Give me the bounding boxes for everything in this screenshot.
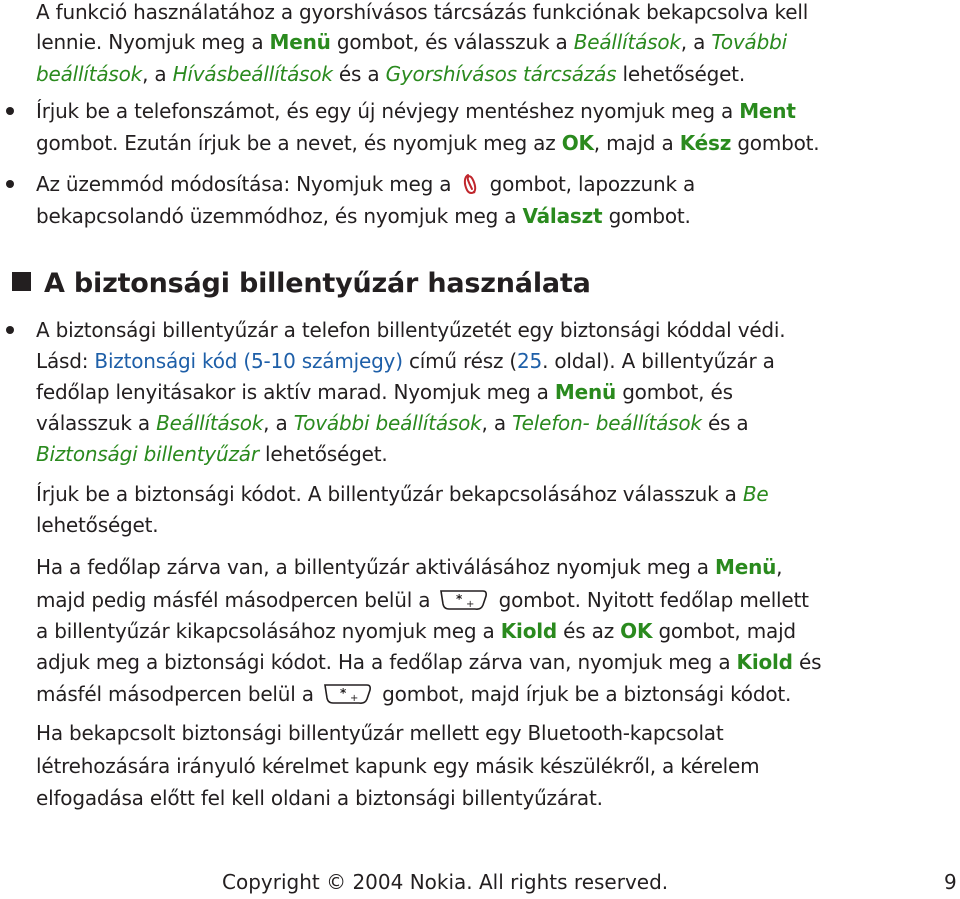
section-text: fedőlap lenyitásakor is aktív marad. Nyomjuk meg a	[36, 380, 555, 404]
section-p3-line-4	[36, 646, 821, 678]
intro-text: lehetőséget.	[616, 62, 745, 86]
security-code-link[interactable]: Biztonsági kód (5-10 számjegy)	[94, 349, 403, 373]
section-b1-line-5	[36, 438, 388, 470]
intro-text: , a	[142, 62, 173, 86]
profile-key-icon	[460, 172, 482, 196]
section-text: Ha a fedőlap zárva van, a billentyűzár aktiválásához nyomjuk meg a	[36, 555, 716, 579]
section-p3-line-5	[36, 678, 791, 710]
intro-text: lennie. Nyomjuk meg a	[36, 30, 270, 54]
on-keyword: Be	[742, 482, 769, 506]
phone-settings-keyword: Telefon- beállítások	[512, 411, 702, 435]
done-keyword: Kész	[679, 131, 732, 155]
bullet-text: gombot. Ezután írjuk be a nevet, és nyomjuk meg az	[36, 131, 562, 155]
section-b1-line-3	[36, 376, 733, 408]
section-text: Lásd:	[36, 349, 95, 373]
intro-text: A funkció használatához a gyorshívásos tárcsázás funkciónak bekapcsolva kell	[36, 0, 809, 24]
bullet-dot	[6, 180, 14, 188]
intro-line-3	[36, 58, 745, 90]
section-text: a billentyűzár kikapcsolásához nyomjuk meg a	[36, 619, 501, 643]
section-p4-line-2	[36, 750, 759, 782]
section-title: A biztonsági billentyűzár használata	[44, 268, 591, 299]
more-settings-keyword: beállítások	[36, 62, 143, 86]
menu-keyword: Menü	[269, 30, 331, 54]
svg-text:+: +	[466, 599, 475, 610]
star-key-icon	[323, 682, 373, 706]
intro-text: , a	[680, 30, 712, 54]
section-text: A biztonsági billentyűzár a telefon billentyűzetét egy biztonsági kóddal védi.	[36, 318, 786, 342]
settings-keyword: Beállítások	[156, 411, 264, 435]
bullet-text: Írjuk be a telefonszámot, és egy új névjegy mentéshez nyomjuk meg a	[36, 99, 740, 123]
section-text: lehetőséget.	[258, 442, 388, 466]
bullet-text: gombot, lapozzunk a	[483, 172, 696, 196]
section-text: és az	[557, 619, 621, 643]
more-keyword: További	[711, 30, 787, 54]
menu-keyword: Menü	[554, 380, 617, 404]
section-text: létrehozására irányuló kérelmet kapunk egy másik készülékről, a kérelem	[36, 754, 760, 778]
bullet-dot	[6, 107, 14, 115]
section-text: adjuk meg a biztonsági kódot. Ha a fedőlap zárva van, nyomjuk meg a	[36, 650, 737, 674]
section-text: gombot. Nyitott fedőlap mellett	[492, 588, 809, 612]
bullet2-line-2	[36, 200, 691, 232]
bullet-text: , majd a	[593, 131, 680, 155]
bullet-dot	[6, 326, 14, 334]
copyright-notice	[222, 868, 668, 896]
section-text: gombot, és	[616, 380, 733, 404]
page-number-text: 9	[944, 870, 957, 894]
ok-keyword: OK	[561, 131, 594, 155]
intro-text: és a	[332, 62, 386, 86]
intro-line-2	[36, 26, 787, 58]
bullet-text: bekapcsolandó üzemmódhoz, és nyomjuk meg a	[36, 204, 523, 228]
bullet-text: gombot.	[602, 204, 691, 228]
more-settings-keyword: További beállítások	[293, 411, 482, 435]
bullet-text: Az üzemmód módosítása: Nyomjuk meg a	[36, 172, 458, 196]
svg-text:+: +	[350, 693, 359, 704]
section-text: gombot, majd írjuk be a biztonsági kódot.	[376, 682, 792, 706]
section-text: majd pedig másfél másodpercen belül a	[36, 588, 437, 612]
star-key-icon	[439, 588, 489, 612]
section-heading	[0, 268, 591, 304]
keyguard-keyword: Biztonsági billentyűzár	[36, 442, 259, 466]
section-b1-line-4	[36, 407, 748, 439]
section-text: elfogadása előtt fel kell oldani a biztonsági billentyűzárat.	[36, 786, 603, 810]
section-text: . oldal). A billentyűzár a	[542, 349, 775, 373]
section-p4-line-3	[36, 782, 603, 814]
intro-line-1	[36, 0, 808, 28]
section-text: gombot, majd	[652, 619, 796, 643]
section-text: Ha bekapcsolt biztonsági billentyűzár mellett egy Bluetooth-kapcsolat	[36, 721, 724, 745]
bullet2-line-1	[36, 168, 695, 200]
section-text: és a	[701, 411, 749, 435]
section-text: Írjuk be a biztonsági kódot. A billentyűzár bekapcsolásához válasszuk a	[36, 482, 743, 506]
settings-keyword: Beállítások	[573, 30, 681, 54]
section-p4-line-1	[36, 717, 724, 749]
select-keyword: Választ	[522, 204, 603, 228]
section-p2-line-1	[36, 478, 769, 510]
svg-text:*: *	[340, 686, 347, 700]
section-text: lehetőséget.	[36, 513, 159, 537]
menu-keyword: Menü	[715, 555, 777, 579]
section-p3-line-2	[36, 584, 809, 616]
section-p3-line-3	[36, 615, 796, 647]
section-p3-line-1	[36, 551, 782, 583]
call-settings-keyword: Hívásbeállítások	[172, 62, 333, 86]
speed-dial-keyword: Gyorshívásos tárcsázás	[385, 62, 617, 86]
bullet-text: gombot.	[731, 131, 820, 155]
ok-keyword: OK	[620, 619, 653, 643]
heading-square-icon	[12, 272, 31, 291]
section-b1-line-2	[36, 345, 775, 377]
save-keyword: Ment	[739, 99, 796, 123]
section-text: és	[792, 650, 822, 674]
svg-text:*: *	[456, 592, 463, 606]
bullet1-line-1	[36, 95, 796, 127]
section-b1-line-1	[36, 314, 785, 346]
copyright-text: Copyright © 2004 Nokia. All rights reserved.	[222, 870, 669, 894]
unlock-keyword: Kiold	[500, 619, 558, 643]
section-text: válasszuk a	[36, 411, 157, 435]
section-text: című rész (	[402, 349, 518, 373]
section-text: , a	[481, 411, 513, 435]
section-text: másfél másodpercen belül a	[36, 682, 320, 706]
intro-text: gombot, és válasszuk a	[330, 30, 574, 54]
page-number	[944, 868, 957, 896]
page-reference-link[interactable]: 25	[517, 349, 543, 373]
section-text: ,	[776, 555, 783, 579]
unlock-keyword: Kiold	[736, 650, 793, 674]
section-p2-line-2	[36, 509, 158, 541]
bullet1-line-2	[36, 127, 819, 159]
section-text: , a	[263, 411, 294, 435]
